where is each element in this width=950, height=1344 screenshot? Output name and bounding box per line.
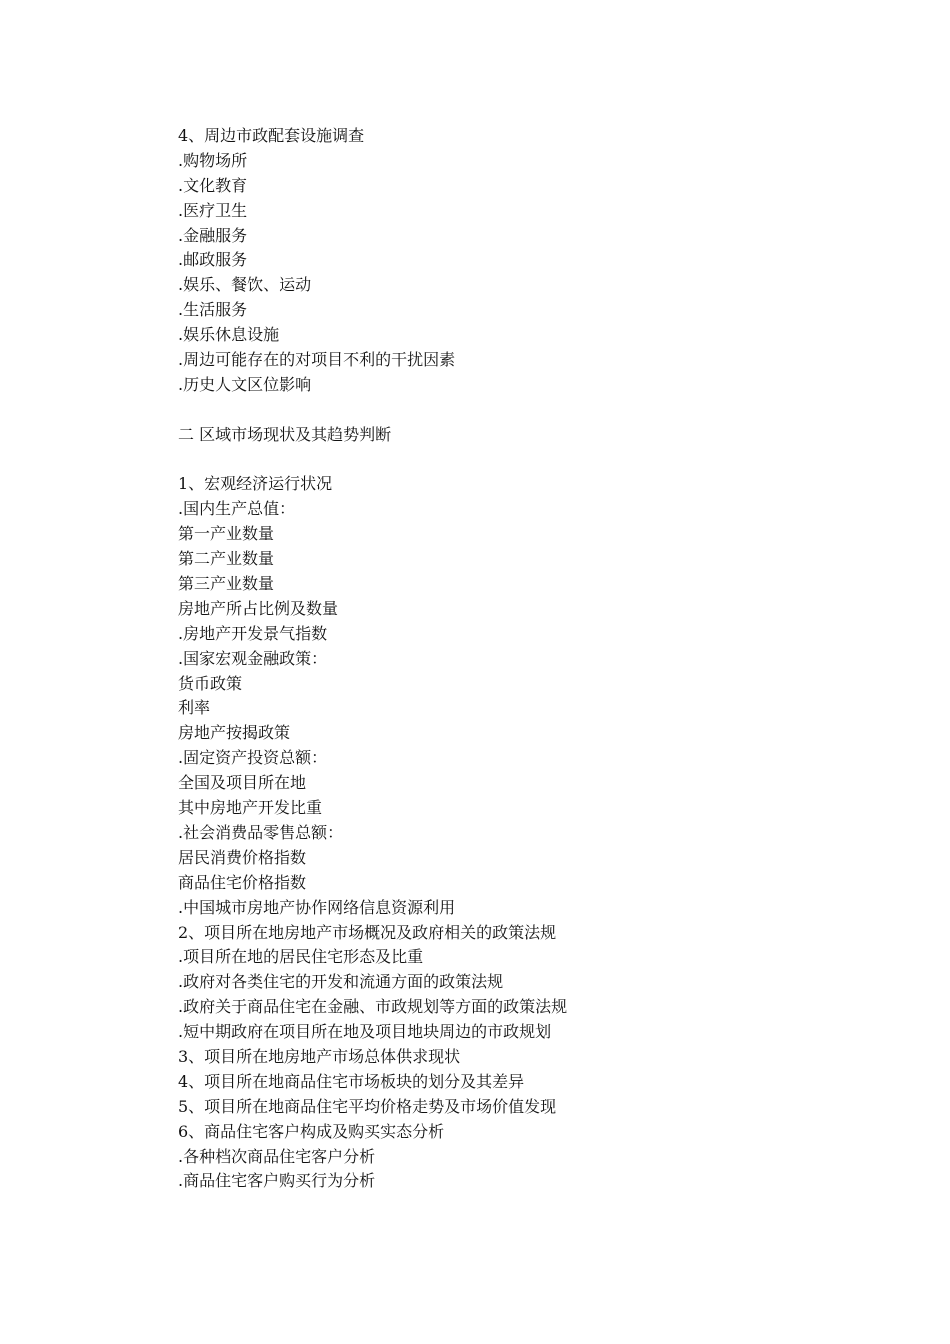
list-item: .购物场所 xyxy=(178,150,248,170)
list-item: .固定资产投资总额： xyxy=(178,748,328,768)
list-item: .政府对各类住宅的开发和流通方面的政策法规 xyxy=(178,972,504,992)
list-item: .国家宏观金融政策： xyxy=(178,648,328,668)
list-item: .房地产开发景气指数 xyxy=(178,623,328,643)
list-item: .医疗卫生 xyxy=(178,200,248,220)
list-item: .中国城市房地产协作网络信息资源利用 xyxy=(178,897,456,917)
subsection-heading: 4、项目所在地商品住宅市场板块的划分及其差异 xyxy=(178,1071,525,1091)
list-item: 利率 xyxy=(178,698,211,718)
list-item: .文化教育 xyxy=(178,175,248,195)
list-item: 其中房地产开发比重 xyxy=(178,798,323,818)
list-item: 全国及项目所在地 xyxy=(178,773,307,793)
list-item: 货币政策 xyxy=(178,673,243,693)
list-item: .邮政服务 xyxy=(178,250,248,270)
list-item: 第三产业数量 xyxy=(178,574,275,594)
document-body xyxy=(178,124,878,1194)
list-item: .短中期政府在项目所在地及项目地块周边的市政规划 xyxy=(178,1022,552,1042)
section-title: 二 区域市场现状及其趋势判断 xyxy=(178,424,392,444)
list-item: .商品住宅客户购买行为分析 xyxy=(178,1171,376,1191)
list-item: .生活服务 xyxy=(178,300,248,320)
subsection-heading: 4、周边市政配套设施调查 xyxy=(178,126,365,145)
list-item: .社会消费品零售总额： xyxy=(178,822,344,842)
subsection-heading: 6、商品住宅客户构成及购买实态分析 xyxy=(178,1121,445,1141)
list-item: 居民消费价格指数 xyxy=(178,847,307,867)
blank-line xyxy=(178,448,878,473)
list-item: 第二产业数量 xyxy=(178,549,275,569)
list-item: .各种档次商品住宅客户分析 xyxy=(178,1146,376,1166)
list-item: 商品住宅价格指数 xyxy=(178,872,307,892)
list-item: .政府关于商品住宅在金融、市政规划等方面的政策法规 xyxy=(178,997,568,1017)
subsection-heading: 2、项目所在地房地产市场概况及政府相关的政策法规 xyxy=(178,922,557,942)
subsection-heading: 5、项目所在地商品住宅平均价格走势及市场价值发现 xyxy=(178,1096,557,1116)
list-item: 房地产按揭政策 xyxy=(178,723,291,743)
list-item: .娱乐休息设施 xyxy=(178,325,280,345)
list-item: .国内生产总值： xyxy=(178,499,296,519)
list-item: .娱乐、餐饮、运动 xyxy=(178,275,312,295)
subsection-heading: 3、项目所在地房地产市场总体供求现状 xyxy=(178,1046,461,1066)
list-item: 第一产业数量 xyxy=(178,524,275,544)
list-item: 房地产所占比例及数量 xyxy=(178,598,339,618)
list-item: .历史人文区位影响 xyxy=(178,374,312,394)
blank-line xyxy=(178,398,878,423)
list-item: .金融服务 xyxy=(178,225,248,245)
list-item: .周边可能存在的对项目不利的干扰因素 xyxy=(178,350,456,370)
subsection-heading: 1、宏观经济运行状况 xyxy=(178,474,333,494)
list-item: .项目所在地的居民住宅形态及比重 xyxy=(178,947,424,967)
